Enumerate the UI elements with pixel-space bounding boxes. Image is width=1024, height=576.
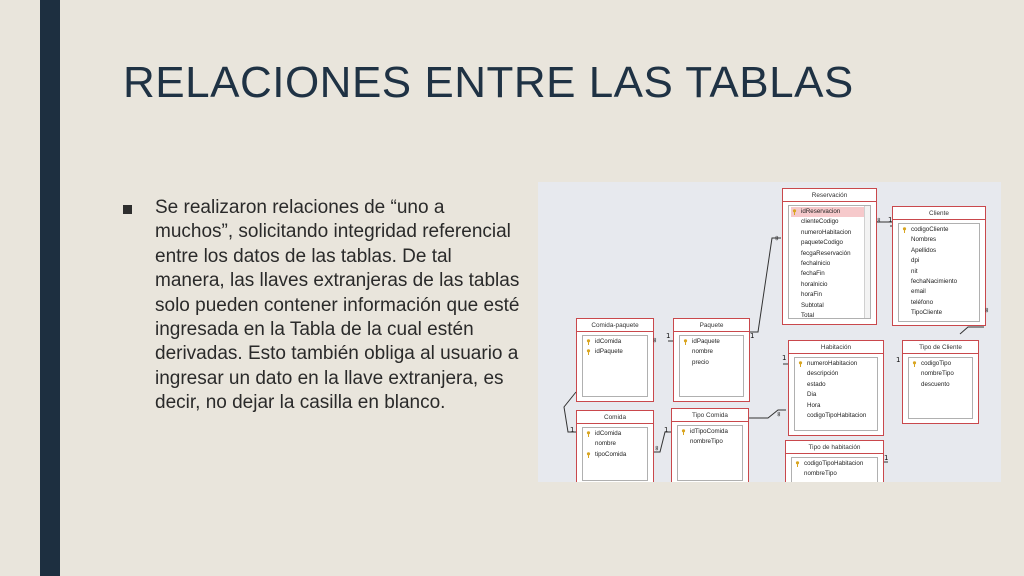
table-comida-paquete <box>576 318 654 402</box>
cardinality-many: ∞ <box>774 411 783 417</box>
field: nombreTipo <box>921 370 954 378</box>
cardinality-one: 1 <box>896 356 901 364</box>
field: nombre <box>692 348 713 356</box>
field: fechalnicio <box>801 259 831 267</box>
field: dpi <box>911 257 920 265</box>
key-icon <box>798 361 803 367</box>
slide-title: RELACIONES ENTRE LAS TABLAS <box>123 58 854 107</box>
field: horalnicio <box>801 280 828 288</box>
cardinality-one: 1 <box>884 454 889 462</box>
field-pk: codigoTipo <box>911 359 970 369</box>
field: codigoTipoHabitacion <box>807 411 867 419</box>
field-pk: codigoTipoHabitacion <box>794 459 875 469</box>
field: teléfono <box>911 298 934 306</box>
field-list <box>794 357 878 431</box>
field-list <box>677 425 743 481</box>
field-pk: idComida <box>585 429 645 439</box>
field: numeroHabitacion <box>801 228 852 236</box>
cardinality-many: ∞ <box>652 445 661 451</box>
cardinality-one: 1 <box>782 354 787 362</box>
table-title: Cliente <box>893 207 985 220</box>
field: descripción <box>807 370 839 378</box>
field: Total <box>801 311 815 319</box>
line-cliente-tipocliente <box>960 327 984 334</box>
table-tipo-habitacion <box>785 440 884 482</box>
field: horaFin <box>801 291 822 299</box>
field: Nombres <box>911 236 937 244</box>
field: nit <box>911 267 918 275</box>
scrollbar <box>864 206 870 318</box>
field: descuento <box>921 380 950 388</box>
field: estado <box>807 380 826 388</box>
cardinality-one: 1 <box>570 426 575 434</box>
table-paquete <box>673 318 750 402</box>
field-pk: numeroHabitacion <box>797 359 875 369</box>
field: email <box>911 288 926 296</box>
key-icon <box>586 339 591 345</box>
key-icon <box>902 227 907 233</box>
bullet-marker <box>123 205 132 214</box>
field-pk: idComida <box>585 337 645 347</box>
key-icon <box>795 461 800 467</box>
cardinality-many: ∞ <box>772 235 781 241</box>
field: paqueteCodigo <box>801 239 843 247</box>
cardinality-one: 1 <box>664 426 669 434</box>
cardinality-one: 1 <box>888 216 893 224</box>
cardinality-one: 1 <box>666 332 671 340</box>
field: Dia <box>807 391 817 399</box>
field-list <box>788 205 871 319</box>
key-icon <box>586 452 591 458</box>
field: Subtotal <box>801 301 824 309</box>
field: nombre <box>595 440 616 448</box>
field-list <box>791 457 878 482</box>
bullet-text: Se realizaron relaciones de “uno a muchos”, solicitando integridad referencial entre los datos de las tablas. De tal manera, las llaves extranjeras de las tablas solo pueden contener información que esté ingresada en la Tabla de la cual estén derivadas. Esto también obliga al usuario a ingresar un dato en la llave extranjera, es decir, no dejar la casilla en blanco. <box>155 197 520 414</box>
field-list <box>898 223 980 322</box>
field-list <box>582 335 648 397</box>
table-title: Comida-paquete <box>577 319 653 332</box>
field: fechaNacimiento <box>911 277 958 285</box>
relationship-diagram <box>538 182 1001 482</box>
field-pk: idPaquete <box>585 347 645 357</box>
field: nombreTipo <box>804 470 837 478</box>
cardinality-many: ∞ <box>650 337 659 343</box>
table-reservacion <box>782 188 877 325</box>
table-tipo-cliente <box>902 340 979 424</box>
side-accent-bar <box>40 0 60 576</box>
key-icon <box>792 209 797 215</box>
line-reservacion-paquete <box>750 238 781 332</box>
key-icon <box>683 339 688 345</box>
field: Apellidos <box>911 246 937 254</box>
table-title: Tipo de Cliente <box>903 341 978 354</box>
key-icon <box>912 361 917 367</box>
cardinality-many: ∞ <box>982 307 991 313</box>
field: TipoCliente <box>911 309 943 317</box>
table-title: Paquete <box>674 319 749 332</box>
cardinality-many: ∞ <box>874 217 883 223</box>
table-title: Tipo Comida <box>672 409 748 422</box>
table-title: Comida <box>577 411 653 424</box>
field-list <box>582 427 648 481</box>
field-pk: idReservacion <box>791 207 868 217</box>
table-title: Habitación <box>789 341 883 354</box>
table-habitacion <box>788 340 884 436</box>
field: nombreTipo <box>690 438 723 446</box>
field-list <box>679 335 744 397</box>
table-tipo-comida <box>671 408 749 482</box>
field-pk: tipoComida <box>585 450 645 460</box>
field: fecgaReservación <box>801 249 851 257</box>
table-title: Tipo de habitación <box>786 441 883 454</box>
key-icon <box>681 429 686 435</box>
field-pk: idPaquete <box>682 337 741 347</box>
field: precio <box>692 358 709 366</box>
table-comida <box>576 410 654 482</box>
field-pk: idTipoComida <box>680 427 740 437</box>
field: clienteCodigo <box>801 218 839 226</box>
key-icon <box>586 431 591 437</box>
field-list <box>908 357 973 419</box>
cardinality-one: 1 <box>750 332 755 340</box>
field-pk: codigoCliente <box>901 225 977 235</box>
field: fechaFin <box>801 270 825 278</box>
field: Hora <box>807 401 821 409</box>
table-cliente <box>892 206 986 326</box>
key-icon <box>586 349 591 355</box>
table-title: Reservación <box>783 189 876 202</box>
